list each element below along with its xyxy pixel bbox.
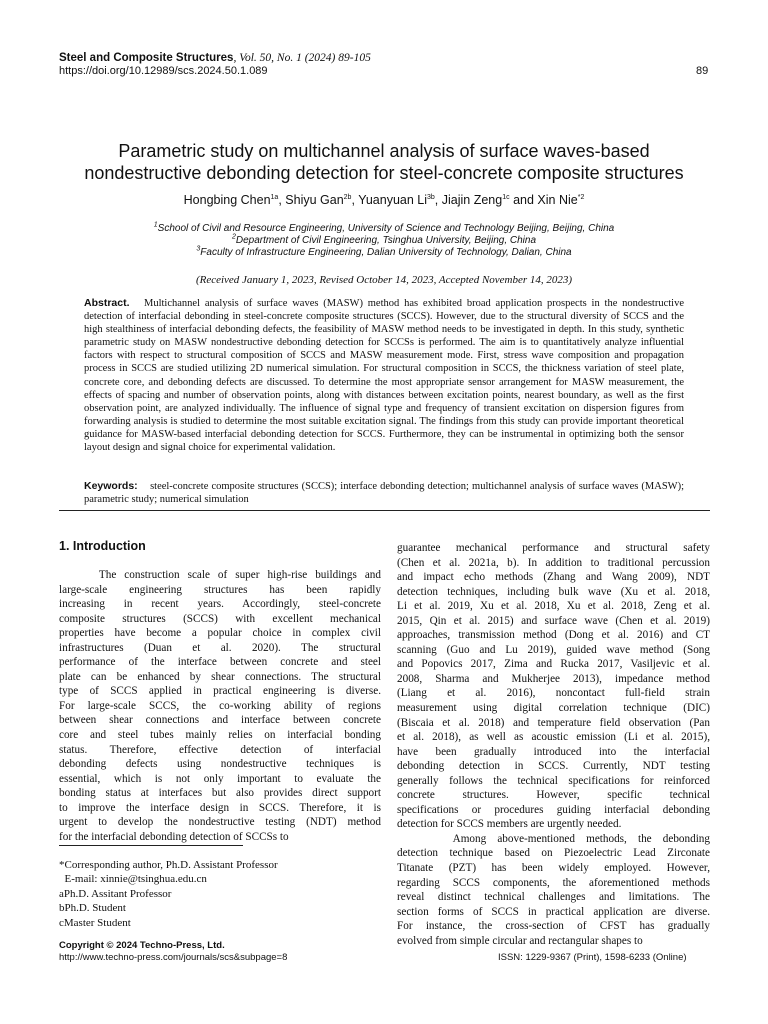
text-line: measurement using digital correlation technique (DIC) — [397, 702, 710, 715]
text-line: specifications or procedures guiding interfacial debonding — [397, 803, 710, 816]
title-line: Parametric study on multichannel analysis of surface waves-based — [118, 141, 650, 161]
text-line: between shear connections and interface between concrete — [59, 714, 381, 727]
paper-title — [40, 140, 728, 184]
text-line: increasing in recent years. Accordingly, steel-concrete — [59, 598, 381, 611]
text-line: The construction scale of super high-rise buildings and — [59, 569, 381, 581]
text-line: (Chen et al. 2021a, b). In addition to traditional percussion — [397, 556, 710, 569]
author-sup: 3b — [427, 193, 435, 201]
author-name: Shiyu Gan — [285, 193, 344, 207]
text-line: reveal distinct technical challenges and limitations. The — [397, 891, 710, 904]
author-name: Xin Nie — [537, 193, 578, 207]
page-number: 89 — [696, 65, 709, 77]
issn: ISSN: 1229-9367 (Print), 1598-6233 (Online) — [498, 952, 687, 963]
journal-url[interactable]: http://www.techno-press.com/journals/scs&subpage=8 — [59, 952, 288, 963]
affiliation-sup: 1 — [153, 221, 158, 229]
text-line: have been gradually introduced into the interfacial — [397, 745, 710, 758]
journal-name: Steel and Composite Structures — [59, 52, 234, 64]
received-dates: (Received January 1, 2023, Revised October 14, 2023, Accepted November 14, 2023) — [195, 274, 573, 286]
footnote: E-mail: xinnie@tsinghua.edu.cn — [59, 873, 207, 886]
author-name: Hongbing Chen — [183, 193, 271, 207]
text-line: Li et al. 2019, Xu et al. 2018, Xu et al. 2018, Zeng et al. — [397, 600, 710, 613]
text-line: infrastructures (Duan et al. 2020). The structural — [59, 641, 381, 654]
footnote: aPh.D. Assitant Professor — [59, 887, 172, 900]
abstract-label: Abstract. — [84, 297, 130, 309]
text-line: (Liang et al. 2016), noncontact full-field strain — [397, 687, 710, 700]
footnote: *Corresponding author, Ph.D. Assistant Professor — [59, 859, 278, 871]
text-line: scanning (Guo and Lu 2019), guided wave method (Song — [397, 643, 710, 656]
copyright: Copyright © 2024 Techno-Press, Ltd. — [59, 940, 225, 951]
author-sup: 2b — [343, 193, 352, 201]
text-line: and impact echo methods (Zhang and Wang 2009), NDT — [397, 571, 710, 584]
text-line: section forms of SCCS in practical application are diverse. — [397, 905, 710, 918]
section-title: 1. Introduction — [59, 539, 146, 553]
affiliation-sup: 3 — [196, 245, 201, 253]
author-name: Yuanyuan Li — [358, 193, 427, 207]
affiliation-text: Department of Civil Engineering, Tsinghua University, Beijing, China — [235, 235, 537, 246]
text-line: and Popovics 2017, Zima and Rucka 2017, Vasiljevic et al. — [397, 658, 710, 671]
affiliation — [40, 235, 728, 246]
text-line: essential, which is not only important to evaluate the — [59, 772, 381, 785]
abstract-text: Multichannel analysis of surface waves (MASW) method has exhibited broad application prospects in the nondestructive detection of interfacial debonding in steel-concrete composite structures (SCCS). However, due to the structural diversity of SCCS and the high stealthiness of interfacial debonding defects, the feasibility of MASW method needs to be investigated in depth. In this study, synthetic parametric study on MASW nondestructive debonding detection for SCCSs is performed. The aim is to quantitatively analyze influential factors with respect to structural composition of SCCS and MASW measurement mode. First, stress wave composition and propagation process in SCCS are studied utilizing 2D numerical simulation. For structural composition in SCCS, the thickness variation of steel plate, concrete core, and debonding defects are discussed. To determine the most appropriate sensor arrangement for MASW measurement, the effects of spacing and number of observation points, along with distances between excitation points, nearest boundary, as well as the first observation point, are analyzed individually. The influence of signal type and frequency of transient excitation on dispersion figures from forwarding analysis is studied to determine the most suitable excitation signal. The findings from this study can provide important theoretical guidance for MASW-based interfacial debonding detection for SCCS. Furthermore, they can be instrumental in optimizing both the sensor layout design and signal choice for experimental validation. — [84, 298, 684, 454]
text-line: debonding defects using nondestructive techniques is — [59, 758, 381, 771]
text-line: detection technique based on Piezoelectric Lead Zirconate — [397, 847, 710, 860]
affiliation — [40, 247, 728, 258]
doi-link[interactable]: https://doi.org/10.12989/scs.2024.50.1.089 — [59, 65, 268, 77]
text-line: guarantee mechanical performance and structural safety — [397, 542, 710, 554]
footnote-divider — [59, 845, 243, 846]
text-line: composite structures (SCCS) with excellent mechanical — [59, 612, 381, 625]
affiliation — [40, 223, 728, 234]
keywords — [84, 480, 684, 506]
text-line: status. Therefore, effective detection of interfacial — [59, 743, 381, 756]
author-sup: *2 — [577, 193, 585, 201]
affiliation-text: School of Civil and Resource Engineering, University of Science and Technology Beijing, Beijing, China — [157, 223, 615, 234]
text-line: Among above-mentioned methods, the debonding — [397, 832, 710, 845]
text-line: plate can be enhanced by shear connections. The structural — [59, 670, 381, 683]
text-line: (Biscaia et al. 2018) and temperature field observation (Pan — [397, 716, 710, 729]
volume-info: , Vol. 50, No. 1 (2024) 89-105 — [233, 52, 371, 64]
text-line: debonding detection in SCCS. Currently, NDT testing — [397, 760, 710, 773]
text-line: approaches, transmission method (Dong et al. 2016) and CT — [397, 629, 710, 642]
text-line: type of SCCS applied in practical engineering is diverse. — [59, 685, 381, 698]
text-line: generally follows the technical specifications for reinforced — [397, 774, 710, 787]
journal-citation — [59, 52, 371, 64]
keywords-label: Keywords: — [84, 480, 138, 492]
author-list: Hongbing Chen$^{1a}$, Shiyu Gan$^{2b}$, Yuanyuan $Li^{3b}$, Jiajin Zeng$^{1c}$ and Xin Nie$^{*2}$ — [183, 193, 585, 207]
text-line: to improve the interface design in SCCS. Therefore, it is — [59, 801, 381, 814]
keywords-text: steel-concrete composite structures (SCCS); interface debonding detection; multichannel analysis of surface waves (MASW); parametric study; numerical simulation — [84, 481, 685, 506]
text-line: large-scale engineering structures has been rapidly — [59, 583, 381, 596]
text-line: Titanate (PZT) has been widely employed. However, — [397, 862, 710, 875]
section-divider — [59, 510, 710, 511]
left-column — [59, 568, 381, 844]
text-line: bonding status at interfaces but also provides direct support — [59, 787, 381, 800]
text-line: urgent to develop the nondestructive testing (NDT) method — [59, 816, 381, 829]
text-line: detection for SCCS members are urgently needed. — [397, 818, 622, 831]
text-line: for the interfacial debonding detection of SCCSs to — [59, 830, 289, 843]
text-line: et al. 2018), as well as acoustic emission (Li et al. 2015), — [397, 731, 710, 744]
affiliation-text: Faculty of Infrastructure Engineering, Dalian University of Technology, Dalian, China — [200, 247, 572, 258]
title-line: nondestructive debonding detection for steel-concrete composite structures — [84, 163, 684, 183]
text-line: 2015, Qin et al. 2015) and surface wave (Chen et al. 2019) — [397, 614, 710, 627]
text-line: core and steel tubes mainly relies on interfacial bonding — [59, 729, 381, 742]
text-line: detection techniques, including bulk wave (Xu et al. 2018, — [397, 585, 710, 598]
text-line: For large-scale SCCS, the co-working ability of regions — [59, 699, 381, 712]
text-line: 2008, Sharma and Mukherjee 2013), impedance method — [397, 672, 710, 685]
text-line: regarding SCCS components, the aforementioned methods — [397, 876, 710, 889]
author-name: Jiajin Zeng — [441, 193, 503, 207]
right-column — [397, 541, 710, 948]
text-line: For instance, the cross-section of CFST has gradually — [397, 920, 710, 933]
footnote: bPh.D. Student — [59, 902, 126, 915]
abstract — [84, 297, 684, 454]
text-line: properties have become a popular choice in complex civil — [59, 627, 381, 640]
affiliation-sup: 2 — [231, 233, 236, 241]
text-line: performance of the interface between concrete and steel — [59, 656, 381, 669]
author-sup: 1a — [270, 193, 279, 201]
author-sup: 1c — [502, 193, 510, 201]
text-line: evolved from simple circular and rectangular shapes to — [397, 934, 643, 947]
text-line: concrete structures. However, specific technical — [397, 789, 710, 802]
footnote: cMaster Student — [59, 916, 131, 929]
footnotes — [59, 858, 278, 930]
